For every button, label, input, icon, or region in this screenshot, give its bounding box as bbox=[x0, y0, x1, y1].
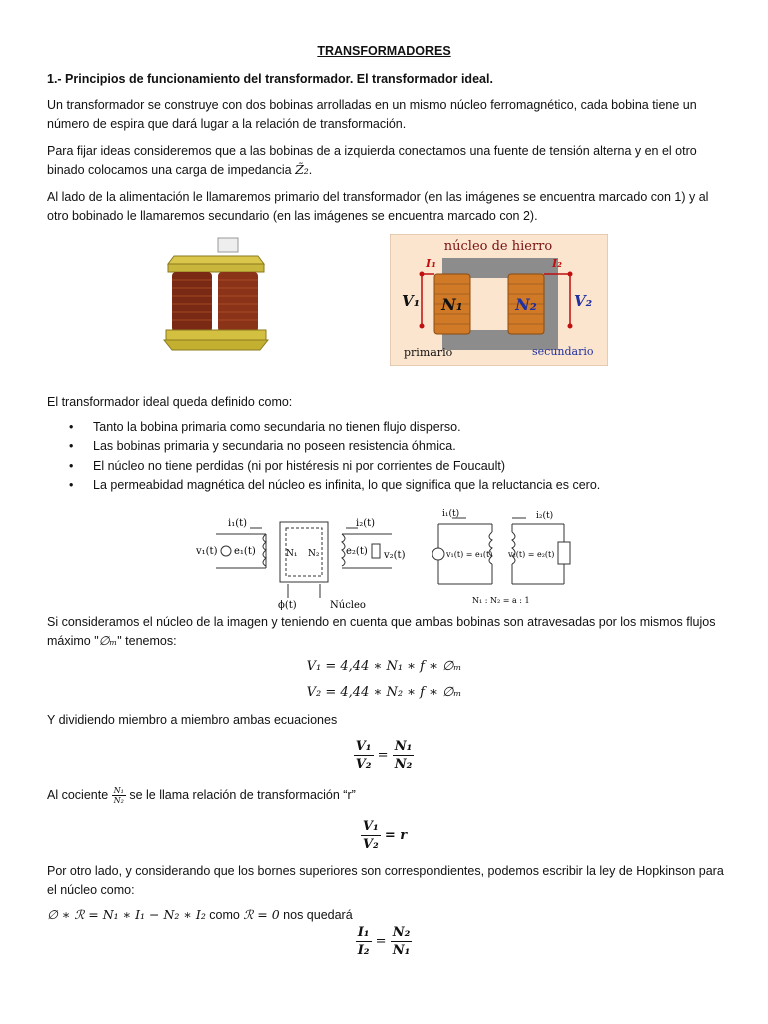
hopkinson-line bbox=[47, 906, 727, 925]
paragraph-1: Un transformador se construye con dos bobinas arrolladas en un mismo núcleo ferromagnético, cada bobina tiene un número de espira que dará lugar a la relación de transformación. bbox=[47, 98, 697, 131]
circuit1-i1: i₁(t) bbox=[228, 518, 248, 529]
equals-sign: = bbox=[375, 934, 387, 949]
paragraph-6 bbox=[47, 786, 727, 805]
fraction-numerator: V₁ bbox=[362, 819, 379, 834]
fraction-denominator: N₁ bbox=[392, 943, 411, 958]
fraction-numerator: V₁ bbox=[355, 739, 372, 754]
diagram-title: núcleo de hierro bbox=[443, 239, 553, 254]
circuit2-i2: i₂(t) bbox=[536, 511, 554, 521]
equation-voltage-ratio bbox=[0, 738, 768, 773]
diagram-v2: V₂ bbox=[574, 292, 593, 310]
diagram-n1: N₁ bbox=[441, 295, 463, 314]
equation-v1: V₁ = 4,44 ∗ N₁ ∗ f ∗ ∅ₘ bbox=[306, 659, 462, 674]
diagram-secondary: secundario bbox=[532, 345, 594, 358]
paragraph-2-text: Para fijar ideas consideremos que a las bobinas de a izquierda conectamos una fuente de tensión alterna y en el otro binado colocamos una carga de impedancia bbox=[47, 144, 697, 177]
circuit1-n2: N₂ bbox=[308, 549, 320, 559]
circuit1-phi: ϕ(t) bbox=[278, 600, 297, 611]
circuit1-e2: e₂(t) bbox=[346, 546, 368, 557]
diagram-i1: I₁ bbox=[426, 257, 436, 270]
paragraph-6-end: se le llama relación de transformación “r” bbox=[125, 788, 356, 802]
paragraph-7: Por otro lado, y considerando que los bornes superiores son correspondientes, podemos escribir la ley de Hopkinson para el núcleo como: bbox=[47, 864, 724, 897]
list-item-text: El núcleo no tiene perdidas (ni por histéresis ni por corrientes de Foucault) bbox=[93, 458, 506, 473]
ideal-conditions-list bbox=[47, 418, 727, 495]
fraction-denominator: N₂ bbox=[394, 757, 413, 772]
fraction-denominator: N₂ bbox=[113, 796, 124, 806]
fraction-n2-n1 bbox=[391, 924, 413, 959]
ideal-transformer-circuit bbox=[432, 506, 580, 608]
paragraph-3: Al lado de la alimentación le llamaremos primario del transformador (en las imágenes se encuentra marcado con 1) y al otro bobinado le llamaremos secundario (en las imágenes se encuentra marcado con 2). bbox=[47, 190, 709, 223]
circuit1-v1: v₁(t) bbox=[196, 546, 218, 557]
fraction-v1-v2 bbox=[354, 738, 374, 773]
fraction-denominator: V₂ bbox=[355, 757, 372, 772]
list-item bbox=[47, 437, 727, 456]
inline-fraction-n1-n2 bbox=[112, 786, 126, 805]
list-item bbox=[47, 457, 727, 476]
fraction-numerator: N₂ bbox=[392, 925, 411, 940]
paragraph-4-end: " tenemos: bbox=[117, 633, 177, 648]
circuit1-i2: i₂(t) bbox=[356, 518, 376, 529]
equals-sign: = bbox=[377, 748, 389, 763]
list-item bbox=[47, 418, 727, 437]
reluctance-zero: ℛ = 0 bbox=[243, 907, 280, 922]
flux-symbol: ∅ₘ bbox=[98, 632, 118, 648]
section-heading: 1.- Principios de funcionamiento del transformador. El transformador ideal. bbox=[47, 72, 493, 86]
diagram-v1: V₁ bbox=[402, 292, 421, 310]
fraction-v1-v2 bbox=[361, 818, 381, 853]
fraction-n1-n2 bbox=[393, 738, 415, 773]
list-item-text: La permeabidad magnética del núcleo es infinita, lo que significa que la reluctancia es cero. bbox=[93, 477, 601, 492]
paragraph-2 bbox=[47, 142, 727, 179]
bullet-icon: • bbox=[69, 439, 74, 454]
ratio-rhs: = r bbox=[384, 828, 408, 843]
circuit1-e1: e₁(t) bbox=[234, 546, 256, 557]
diagram-i2: I₂ bbox=[552, 257, 562, 270]
diagram-primary: primario bbox=[404, 346, 453, 359]
circuit2-v1e1: v₁(t) = e₁(t) bbox=[446, 550, 493, 559]
iron-core-diagram bbox=[390, 234, 608, 366]
circuit1-n1: N₁ bbox=[286, 549, 298, 559]
bullet-icon: • bbox=[69, 420, 74, 434]
bullet-icon: • bbox=[69, 458, 74, 473]
hopkinson-end: nos quedará bbox=[279, 908, 353, 922]
equation-current-ratio bbox=[0, 924, 768, 959]
paragraph-2-end: . bbox=[308, 162, 313, 177]
list-item bbox=[47, 476, 727, 495]
equation-v2: V₂ = 4,44 ∗ N₂ ∗ f ∗ ∅ₘ bbox=[306, 685, 462, 700]
fraction-numerator: N₁ bbox=[113, 786, 124, 796]
paragraph-4-text: Si consideramos el núcleo de la imagen y teniendo en cuenta que ambas bobinas son atravesadas por los mismos flujos máximo " bbox=[47, 615, 716, 648]
circuit2-ratio: N₁ : N₂ = a : 1 bbox=[472, 596, 530, 605]
list-item-text: Las bobinas primaria y secundaria no poseen resistencia óhmica. bbox=[93, 439, 456, 454]
impedance-symbol: Z̃₂ bbox=[295, 161, 309, 177]
fraction-numerator: N₁ bbox=[394, 739, 413, 754]
circuit2-v2e2: v₂(t) = e₂(t) bbox=[508, 550, 555, 559]
hopkinson-como: como bbox=[205, 908, 244, 922]
circuit2-i1: i₁(t) bbox=[442, 509, 460, 519]
paragraph-5: Y dividiendo miembro a miembro ambas ecuaciones bbox=[47, 713, 338, 727]
paragraph-6-text: Al cociente bbox=[47, 788, 112, 802]
diagram-n2: N₂ bbox=[515, 295, 537, 314]
list-item-text: Tanto la bobina primaria como secundaria no tienen flujo disperso. bbox=[93, 420, 461, 434]
transformer-photo bbox=[160, 236, 272, 354]
paragraph-4 bbox=[47, 613, 727, 650]
fraction-denominator: I₂ bbox=[357, 943, 370, 958]
transformer-circuit-diagram bbox=[196, 506, 410, 614]
document-title: TRANSFORMADORES bbox=[317, 44, 451, 58]
fraction-i1-i2 bbox=[356, 924, 372, 959]
ideal-intro: El transformador ideal queda definido como: bbox=[47, 395, 293, 409]
fraction-denominator: V₂ bbox=[362, 837, 379, 852]
hopkinson-equation: ∅ ∗ ℛ = N₁ ∗ I₁ − N₂ ∗ I₂ bbox=[47, 907, 206, 922]
circuit1-core: Núcleo bbox=[330, 600, 366, 611]
equation-transformation-ratio bbox=[0, 818, 768, 853]
bullet-icon: • bbox=[69, 477, 74, 492]
fraction-numerator: I₁ bbox=[357, 925, 370, 940]
circuit1-v2: v₂(t) bbox=[384, 550, 406, 561]
